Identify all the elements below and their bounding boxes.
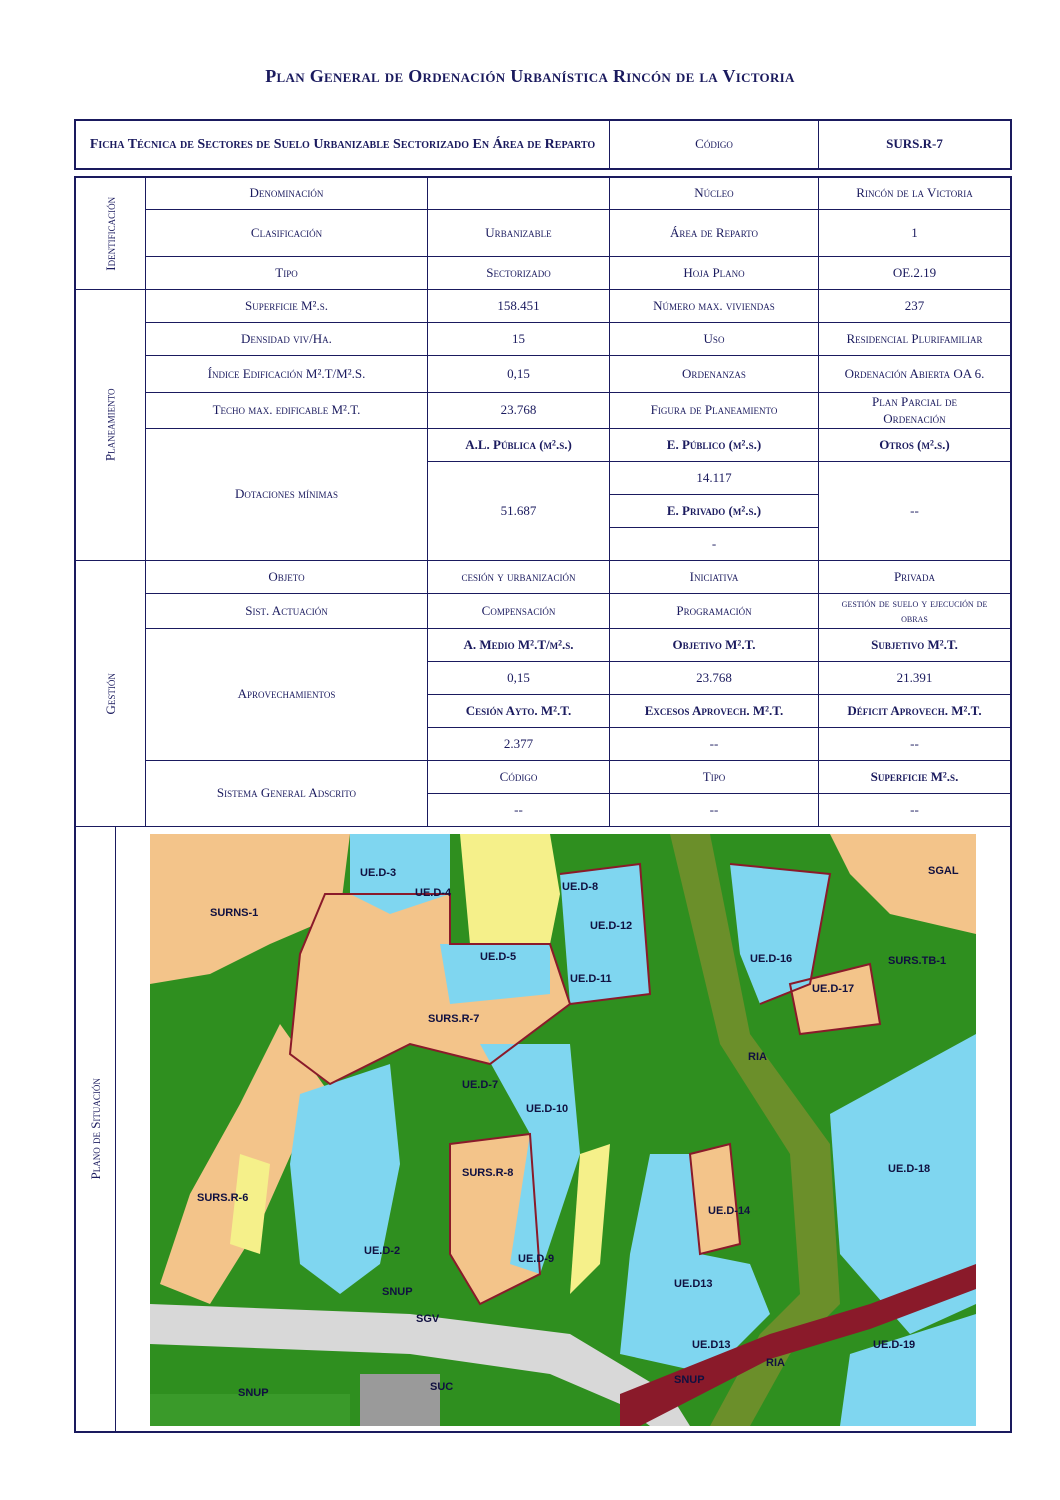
hoja-value: OE.2.19: [892, 264, 937, 280]
codigo-label: Código: [695, 136, 733, 152]
programacion-value: gestión de suelo y ejecución de obras: [841, 596, 988, 625]
section-identificacion: Identificación: [102, 196, 118, 271]
sga-tipo-value: --: [709, 801, 719, 817]
map-label: SURS.R-7: [428, 1013, 480, 1025]
a-medio-value: 0,15: [507, 669, 530, 685]
indice-value: 0,15: [507, 365, 530, 381]
e-privado-label: E. Privado (m².s.): [666, 502, 762, 518]
map-label: SURS.R-8: [462, 1167, 514, 1179]
map-label: UE.D-10: [526, 1103, 569, 1115]
map-label: SURS.R-6: [197, 1192, 249, 1204]
map-label: UE.D-11: [570, 973, 612, 985]
codigo-value: SURS.R-7: [886, 136, 943, 152]
excesos-value: --: [709, 735, 719, 751]
dotaciones-label: Dotaciones mínimas: [235, 486, 338, 502]
programacion-label: Programación: [676, 602, 752, 618]
tipo-label: Tipo: [275, 264, 298, 280]
objetivo-value: 23.768: [696, 669, 732, 685]
hoja-label: Hoja Plano: [683, 264, 745, 280]
map-label: RIA: [766, 1357, 785, 1369]
map-label: SNUP: [238, 1387, 269, 1399]
indice-label: Índice Edificación M².T/M².S.: [207, 365, 366, 381]
subjetivo-label: Subjetivo M².T.: [871, 636, 958, 652]
al-publica-value: 51.687: [500, 502, 537, 518]
figura-label: Figura de Planeamiento: [650, 402, 778, 418]
map-label: UE.D-19: [873, 1339, 916, 1351]
viviendas-value: 237: [904, 297, 925, 313]
map-label: SGAL: [928, 865, 959, 877]
sist-value: Compensación: [481, 602, 556, 618]
otros-label: Otros (m².s.): [879, 436, 950, 452]
ordenanzas-label: Ordenanzas: [682, 365, 746, 381]
section-plano: Plano de Situación: [87, 1078, 103, 1180]
iniciativa-label: Iniciativa: [689, 568, 739, 584]
al-publica-label: A.L. Pública (m².s.): [465, 436, 572, 452]
iniciativa-value: Privada: [893, 568, 936, 584]
denominacion-label: Denominación: [249, 185, 324, 201]
a-medio-label: A. Medio M².T/m².s.: [463, 636, 574, 652]
excesos-label: Excesos Aprovech. M².T.: [644, 702, 784, 718]
map-label: UE.D-16: [750, 953, 793, 965]
map-label: UE.D-2: [364, 1245, 401, 1257]
tipo-value: Sectorizado: [486, 264, 551, 280]
map-label: UE.D13: [692, 1339, 731, 1351]
section-planeamiento: Planeamiento: [102, 388, 118, 462]
map-label: SURS.TB-1: [888, 955, 947, 967]
densidad-label: Densidad viv/Ha.: [241, 330, 332, 346]
ficha-title: Ficha Técnica de Sectores de Suelo Urbanizable Sectorizado En Área de Reparto: [89, 136, 596, 152]
map-label: SUC: [430, 1381, 454, 1393]
map-label: UE.D-7: [462, 1079, 499, 1091]
cesion-value: 2.377: [503, 735, 534, 751]
clasificacion-label: Clasificación: [250, 224, 323, 240]
page-title: Plan General de Ordenación Urbanística Rincón de la Victoria: [265, 66, 795, 86]
superficie-value: 158.451: [497, 297, 540, 313]
map-label: UE.D-17: [812, 983, 855, 995]
map-label: UE.D-18: [888, 1163, 931, 1175]
map-label: UE.D-14: [708, 1205, 751, 1217]
aprov-label: Aprovechamientos: [237, 686, 336, 702]
uso-label: Uso: [703, 330, 725, 346]
map-label: UE.D-8: [562, 881, 599, 893]
map-label: SNUP: [382, 1286, 413, 1298]
otros-value: --: [910, 502, 919, 518]
area-label: Área de Reparto: [669, 224, 759, 240]
map-label: UE.D13: [674, 1278, 713, 1290]
sga-label: Sistema General Adscrito: [216, 785, 357, 801]
e-publico-value: 14.117: [696, 469, 732, 485]
e-privado-value: -: [711, 535, 717, 551]
map-label: UE.D-12: [590, 920, 633, 932]
cesion-label: Cesión Ayto. M².T.: [465, 702, 572, 718]
sga-tipo-label: Tipo: [702, 768, 726, 784]
clasificacion-value: Urbanizable: [485, 224, 552, 240]
nucleo-value: Rincón de la Victoria: [856, 185, 973, 201]
map-label: UE.D-9: [518, 1253, 555, 1265]
area-value: 1: [911, 224, 918, 240]
map-label: UE.D-4: [415, 887, 452, 899]
objeto-label: Objeto: [268, 568, 305, 584]
superficie-label: Superficie M².s.: [245, 297, 328, 313]
map-label: SNUP: [674, 1374, 705, 1386]
map-label: UE.D-3: [360, 867, 397, 879]
nucleo-label: Núcleo: [694, 185, 734, 201]
map-label: UE.D-5: [480, 951, 517, 963]
sga-codigo-value: --: [514, 801, 523, 817]
densidad-value: 15: [512, 330, 525, 346]
objeto-value: cesión y urbanización: [461, 568, 576, 584]
figura-value: Plan Parcial de Ordenación: [872, 394, 957, 426]
e-publico-label: E. Público (m².s.): [666, 436, 762, 452]
ordenanzas-value: Ordenación Abierta OA 6.: [844, 365, 985, 381]
situation-map: [150, 834, 976, 1426]
techo-label: Techo max. edificable M².T.: [212, 402, 361, 418]
sga-codigo-label: Código: [499, 768, 538, 784]
uso-value: Residencial Plurifamiliar: [846, 330, 983, 346]
section-gestion: Gestión: [102, 672, 118, 715]
map-label: SGV: [416, 1313, 440, 1325]
sga-sup-label: Superficie M².s.: [870, 768, 959, 784]
denominacion-value: [428, 178, 609, 209]
techo-value: 23.768: [500, 402, 537, 418]
map-label: RIA: [748, 1051, 767, 1063]
sga-sup-value: --: [910, 801, 919, 817]
subjetivo-value: 21.391: [896, 669, 933, 685]
deficit-label: Déficit Aprovech. M².T.: [847, 702, 982, 718]
map-label: SURNS-1: [210, 907, 259, 919]
sist-label: Sist. Actuación: [245, 602, 328, 618]
viviendas-label: Número max. viviendas: [653, 297, 775, 313]
objetivo-label: Objetivo M².T.: [672, 636, 756, 652]
deficit-value: --: [910, 735, 919, 751]
